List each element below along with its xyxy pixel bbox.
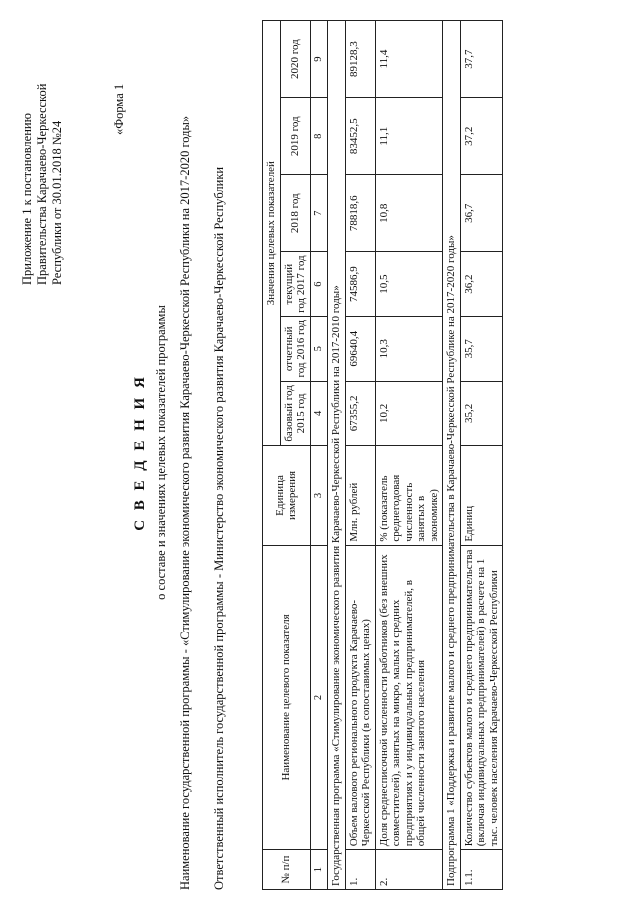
indicator-value: 78818,6: [345, 175, 375, 252]
indicator-value: 11,1: [375, 98, 443, 175]
indicator-value: 10,8: [375, 175, 443, 252]
header-name: Наименование целевого показателя: [263, 545, 311, 850]
indicator-value: 83452,5: [345, 98, 375, 175]
indicator-value: 89128,3: [345, 21, 375, 98]
indicator-value: 35,2: [460, 381, 503, 446]
header-unit: Единица измерения: [263, 446, 311, 545]
column-number: 1: [310, 850, 328, 890]
page-title: С В Е Д Е Н И Я: [132, 374, 148, 531]
indicator-value: 37,7: [460, 21, 503, 98]
column-number: 9: [310, 21, 328, 98]
indicator-unit: % (показатель среднегодовая численность занятых в экономике): [375, 446, 443, 545]
header-year: 2019 год: [280, 98, 310, 175]
indicator-value: 35,7: [460, 316, 503, 381]
header-values-group: Значения целевых показателей: [263, 21, 281, 446]
executor-line: Ответственный исполнитель государственной программы - Министерство экономического развития Карачаево-Черкесской Республики: [212, 166, 226, 890]
header-year: базовый год 2015 год: [280, 381, 310, 446]
row-number: 2.: [375, 850, 443, 890]
section-heading: Подпрограмма 1 «Поддержка и развитие малого и среднего предпринимательства в Карачаево-Черкесской Республике на 2017-2020 годы»: [443, 21, 461, 890]
column-number: 8: [310, 98, 328, 175]
table-row: [460, 21, 503, 890]
indicator-value: 36,2: [460, 252, 503, 317]
row-number: 1.: [345, 850, 375, 890]
indicator-value: 74586,9: [345, 252, 375, 317]
indicator-name: Доля среднесписочной численности работников (без внешних совместителей), занятых на микро, малых и средних предприятиях и у индивидуальных предпринимателей, в общей численности занятого населения: [375, 545, 443, 850]
form-label: «Форма 1: [112, 83, 126, 135]
column-number: 3: [310, 446, 328, 545]
column-number: 5: [310, 316, 328, 381]
column-number: 7: [310, 175, 328, 252]
indicator-unit: Единиц: [460, 446, 503, 545]
indicator-value: 67355,2: [345, 381, 375, 446]
indicator-value: 10,2: [375, 381, 443, 446]
header-year: 2018 год: [280, 175, 310, 252]
program-name-line: Наименование государственной программы - «Стимулирование экономического развития Карачаево-Черкесской Республики на 2017-2020 годы»: [178, 115, 192, 890]
appendix-note: Приложение 1 к постановлению Правительства Карачаево-Черкесской Республики от 30.01.2018 №24: [20, 83, 64, 285]
indicator-value: 36,7: [460, 175, 503, 252]
column-number: 6: [310, 252, 328, 317]
row-number: 1.1.: [460, 850, 503, 890]
indicator-unit: Млн. рублей: [345, 446, 375, 545]
header-year: отчетный год 2016 год: [280, 316, 310, 381]
section-heading: Государственная программа «Стимулирование экономического развития Карачаево-Черкесской Республики на 2017-2010 годы»: [328, 21, 346, 890]
column-number: 4: [310, 381, 328, 446]
page-subtitle: о составе и значениях целевых показателей программы: [154, 305, 168, 600]
header-year: текущий год 2017 год: [280, 252, 310, 317]
header-year: 2020 год: [280, 21, 310, 98]
table-row: [345, 21, 375, 890]
indicator-value: 11,4: [375, 21, 443, 98]
table-row: [375, 21, 443, 890]
indicator-name: Объем валового регионального продукта Карачаево-Черкесской Республики (в сопоставимых ценах): [345, 545, 375, 850]
indicator-value: 10,3: [375, 316, 443, 381]
indicator-value: 10,5: [375, 252, 443, 317]
indicator-value: 37,2: [460, 98, 503, 175]
indicator-name: Количество субъектов малого и среднего предпринимательства (включая индивидуальных предпринимателей) в расчете на 1 тыс. человек населения Карачаево-Черкесской Республики: [460, 545, 503, 850]
indicators-table: [262, 20, 503, 890]
header-no: № п/п: [263, 850, 311, 890]
column-number: 2: [310, 545, 328, 850]
indicator-value: 69640,4: [345, 316, 375, 381]
